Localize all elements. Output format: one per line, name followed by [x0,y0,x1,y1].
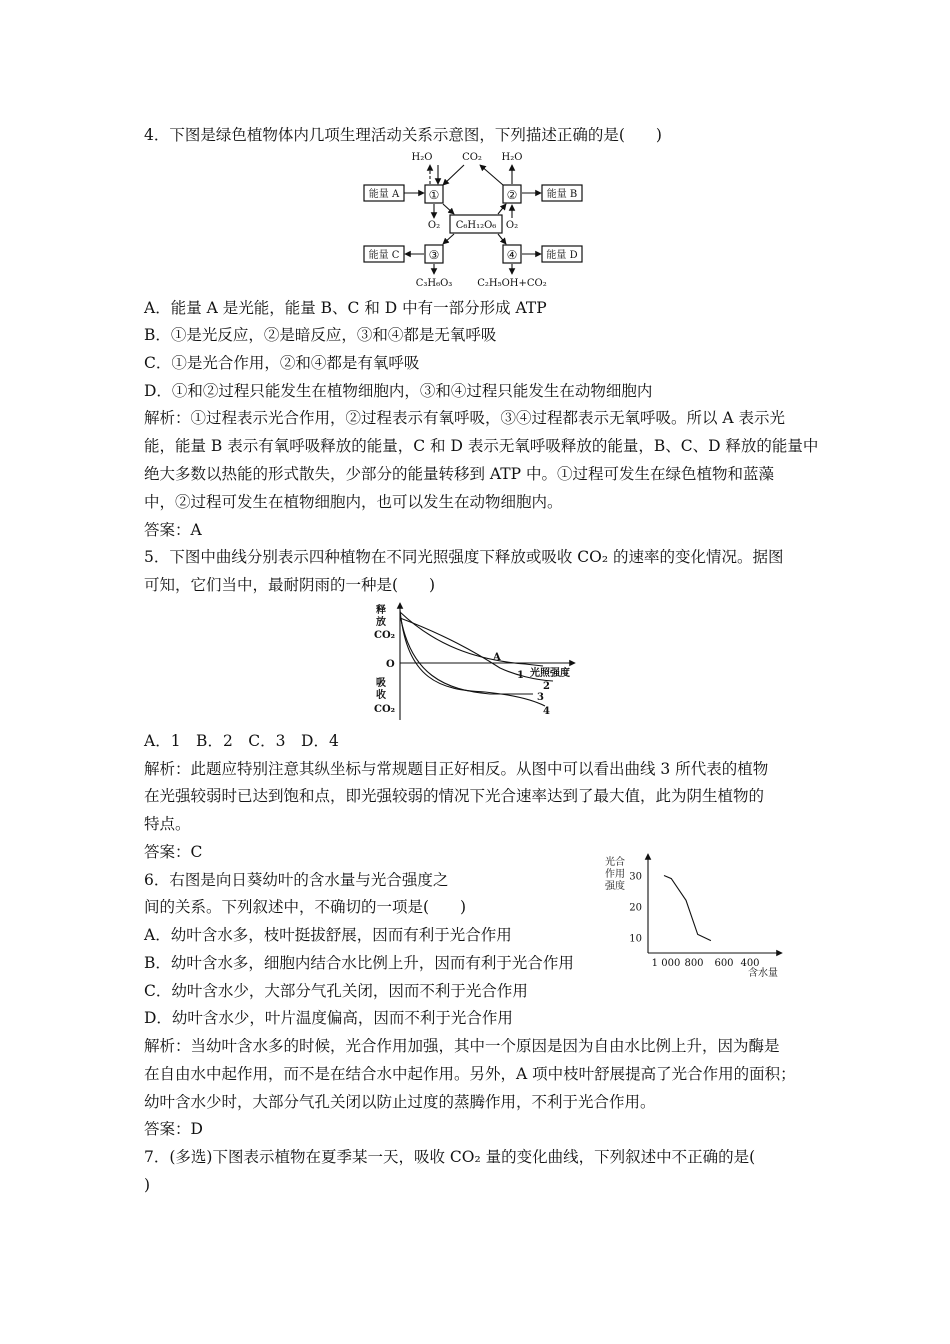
q4-option-b: B．①是光反应，②是暗反应，③和④都是无氧呼吸 [144,326,497,344]
q6-stem-2: 间的关系。下列叙述中，不确切的一项是( ) [144,898,467,916]
q4-explanation-1: 解析：①过程表示光合作用，②过程表示有氧呼吸，③④过程都表示无氧呼吸。所以 A 表示光 [144,409,786,427]
q5-series-3-label: 3 [537,692,544,703]
q5-ylabel-bottom-1: 吸 [376,678,386,689]
q5-ylabel-top-2: 放 [376,617,386,628]
diagram-product-3: C₃H₆O₃ [415,278,453,289]
q6-explanation-1: 解析：当幼叶含水多的时候，光合作用加强，其中一个原因是因为自由水比例上升，因为酶是 [144,1037,780,1055]
q4-explanation-4: 中，②过程可发生在植物细胞内，也可以发生在动物细胞内。 [144,493,563,511]
diagram-co2-top: CO₂ [462,152,482,163]
q5-curve-1 [400,612,543,666]
diagram-product-4: C₂H₅OH+CO₂ [477,278,547,289]
glucose-label: C₆H₁₂O₆ [455,220,497,231]
q6-y-tick-label: 10 [629,933,642,945]
q5-series-4-label: 4 [543,706,550,717]
q6-ylabel-1: 光合 [605,857,625,868]
process-1-label: ① [428,188,440,202]
q5-answer: 答案：C [144,843,203,861]
energy-d-label: 能量 D [546,250,578,261]
q4-explanation-2: 能，能量 B 表示有氧呼吸释放的能量，C 和 D 表示无氧呼吸释放的能量，B、C、D 释放的能量中 [144,437,819,455]
q6-answer: 答案：D [144,1120,203,1138]
q6-x-tick-label: 800 [684,958,704,969]
arrow-glucose-to-3 [443,234,454,244]
q5-stem-2: 可知，它们当中，最耐阴雨的一种是( ) [144,576,436,594]
q5-stem-1: 5．下图中曲线分别表示四种植物在不同光照强度下释放或吸收 CO₂ 的速率的变化情况。据图 [144,548,784,566]
energy-a-label: 能量 A [368,189,400,200]
q5-ylabel-bottom-3: CO₂ [374,704,396,715]
q6-option-c: C．幼叶含水少，大部分气孔关闭，因而不利于光合作用 [144,982,528,1000]
energy-c-label: 能量 C [368,250,400,261]
arrow-co2-to-1 [443,165,464,185]
q5-options: A．1 B．2 C．3 D．4 [144,732,339,750]
arrow-2-to-co2 [480,165,503,185]
q4-explanation-3: 绝大多数以热能的形式散失，少部分的能量转移到 ATP 中。①过程可发生在绿色植物和蓝藻 [144,465,774,483]
q6-series-line [664,876,711,941]
q6-y-tick-label: 20 [629,902,642,914]
q6-explanation-3: 幼叶含水少时，大部分气孔关闭以防止过度的蒸腾作用，不利于光合作用。 [144,1093,656,1111]
q5-series-2-label: 2 [543,681,550,692]
arrow-glucose-to-2 [498,204,506,214]
q4-option-c: C．①是光合作用，②和④都是有氧呼吸 [144,354,420,372]
q7-stem-2: ) [144,1176,151,1194]
diagram-o2-right: O₂ [505,220,519,231]
q5-ylabel-top-3: CO₂ [374,630,396,641]
q5-ylabel-bottom-2: 收 [376,690,386,701]
q6-ylabel-3: 强度 [605,881,625,892]
q4-process-diagram [360,148,600,290]
q5-series-1-label: 1 [517,670,524,681]
process-4-label: ④ [506,248,518,262]
q6-option-d: D．幼叶含水少，叶片温度偏高，因而不利于光合作用 [144,1009,513,1027]
q5-explanation-3: 特点。 [144,815,191,833]
q5-co2-chart [365,600,595,722]
q5-point-a: A [493,652,501,663]
arrow-1-to-glucose [443,204,454,214]
q5-explanation-2: 在光强较弱时已达到饱和点，即光强较弱的情况下光合速率达到了最大值，此为阴生植物的 [144,787,765,805]
q6-stem-1: 6．右图是向日葵幼叶的含水量与光合强度之 [144,871,449,889]
q6-option-a: A．幼叶含水多，枝叶挺拔舒展，因而有利于光合作用 [144,926,512,944]
process-3-label: ③ [428,248,440,262]
q6-y-tick-label: 30 [629,871,642,883]
q5-curve-4 [400,610,545,706]
q5-explanation-1: 解析：此题应特别注意其纵坐标与常规题目正好相反。从图中可以看出曲线 3 所代表的植物 [144,760,769,778]
diagram-o2-left: O₂ [427,220,441,231]
q4-option-a: A．能量 A 是光能，能量 B、C 和 D 中有一部分形成 ATP [144,299,547,317]
q6-x-tick-label: 400 [740,958,760,969]
q5-xlabel: 光照强度 [530,668,570,679]
process-2-label: ② [506,188,518,202]
energy-b-label: 能量 B [546,189,578,200]
q4-answer: 答案：A [144,521,202,539]
arrow-glucose-to-4 [498,234,506,244]
diagram-h2o-left: H₂O [411,152,433,163]
q6-explanation-2: 在自由水中起作用，而不是在结合水中起作用。另外，A 项中枝叶舒展提高了光合作用的面积； [144,1065,796,1083]
q6-option-b: B．幼叶含水多，细胞内结合水比例上升，因而有利于光合作用 [144,954,574,972]
q4-stem: 4．下图是绿色植物体内几项生理活动关系示意图，下列描述正确的是( ) [144,126,662,144]
q6-xlabel: 含水量 [748,968,778,979]
q6-x-tick-label: 1 000 [651,958,681,969]
q6-x-tick-label: 600 [714,958,734,969]
q7-stem-1: 7．(多选)下图表示植物在夏季某一天，吸收 CO₂ 量的变化曲线，下列叙述中不正确的是( [144,1148,756,1166]
q5-origin-label: O [386,659,395,670]
q6-ylabel-2: 作用 [605,869,625,880]
q4-option-d: D．①和②过程只能发生在植物细胞内，③和④过程只能发生在动物细胞内 [144,382,653,400]
diagram-h2o-right: H₂O [501,152,523,163]
q6-photosynthesis-chart [600,850,790,985]
q5-ylabel-top-1: 释 [376,605,386,616]
